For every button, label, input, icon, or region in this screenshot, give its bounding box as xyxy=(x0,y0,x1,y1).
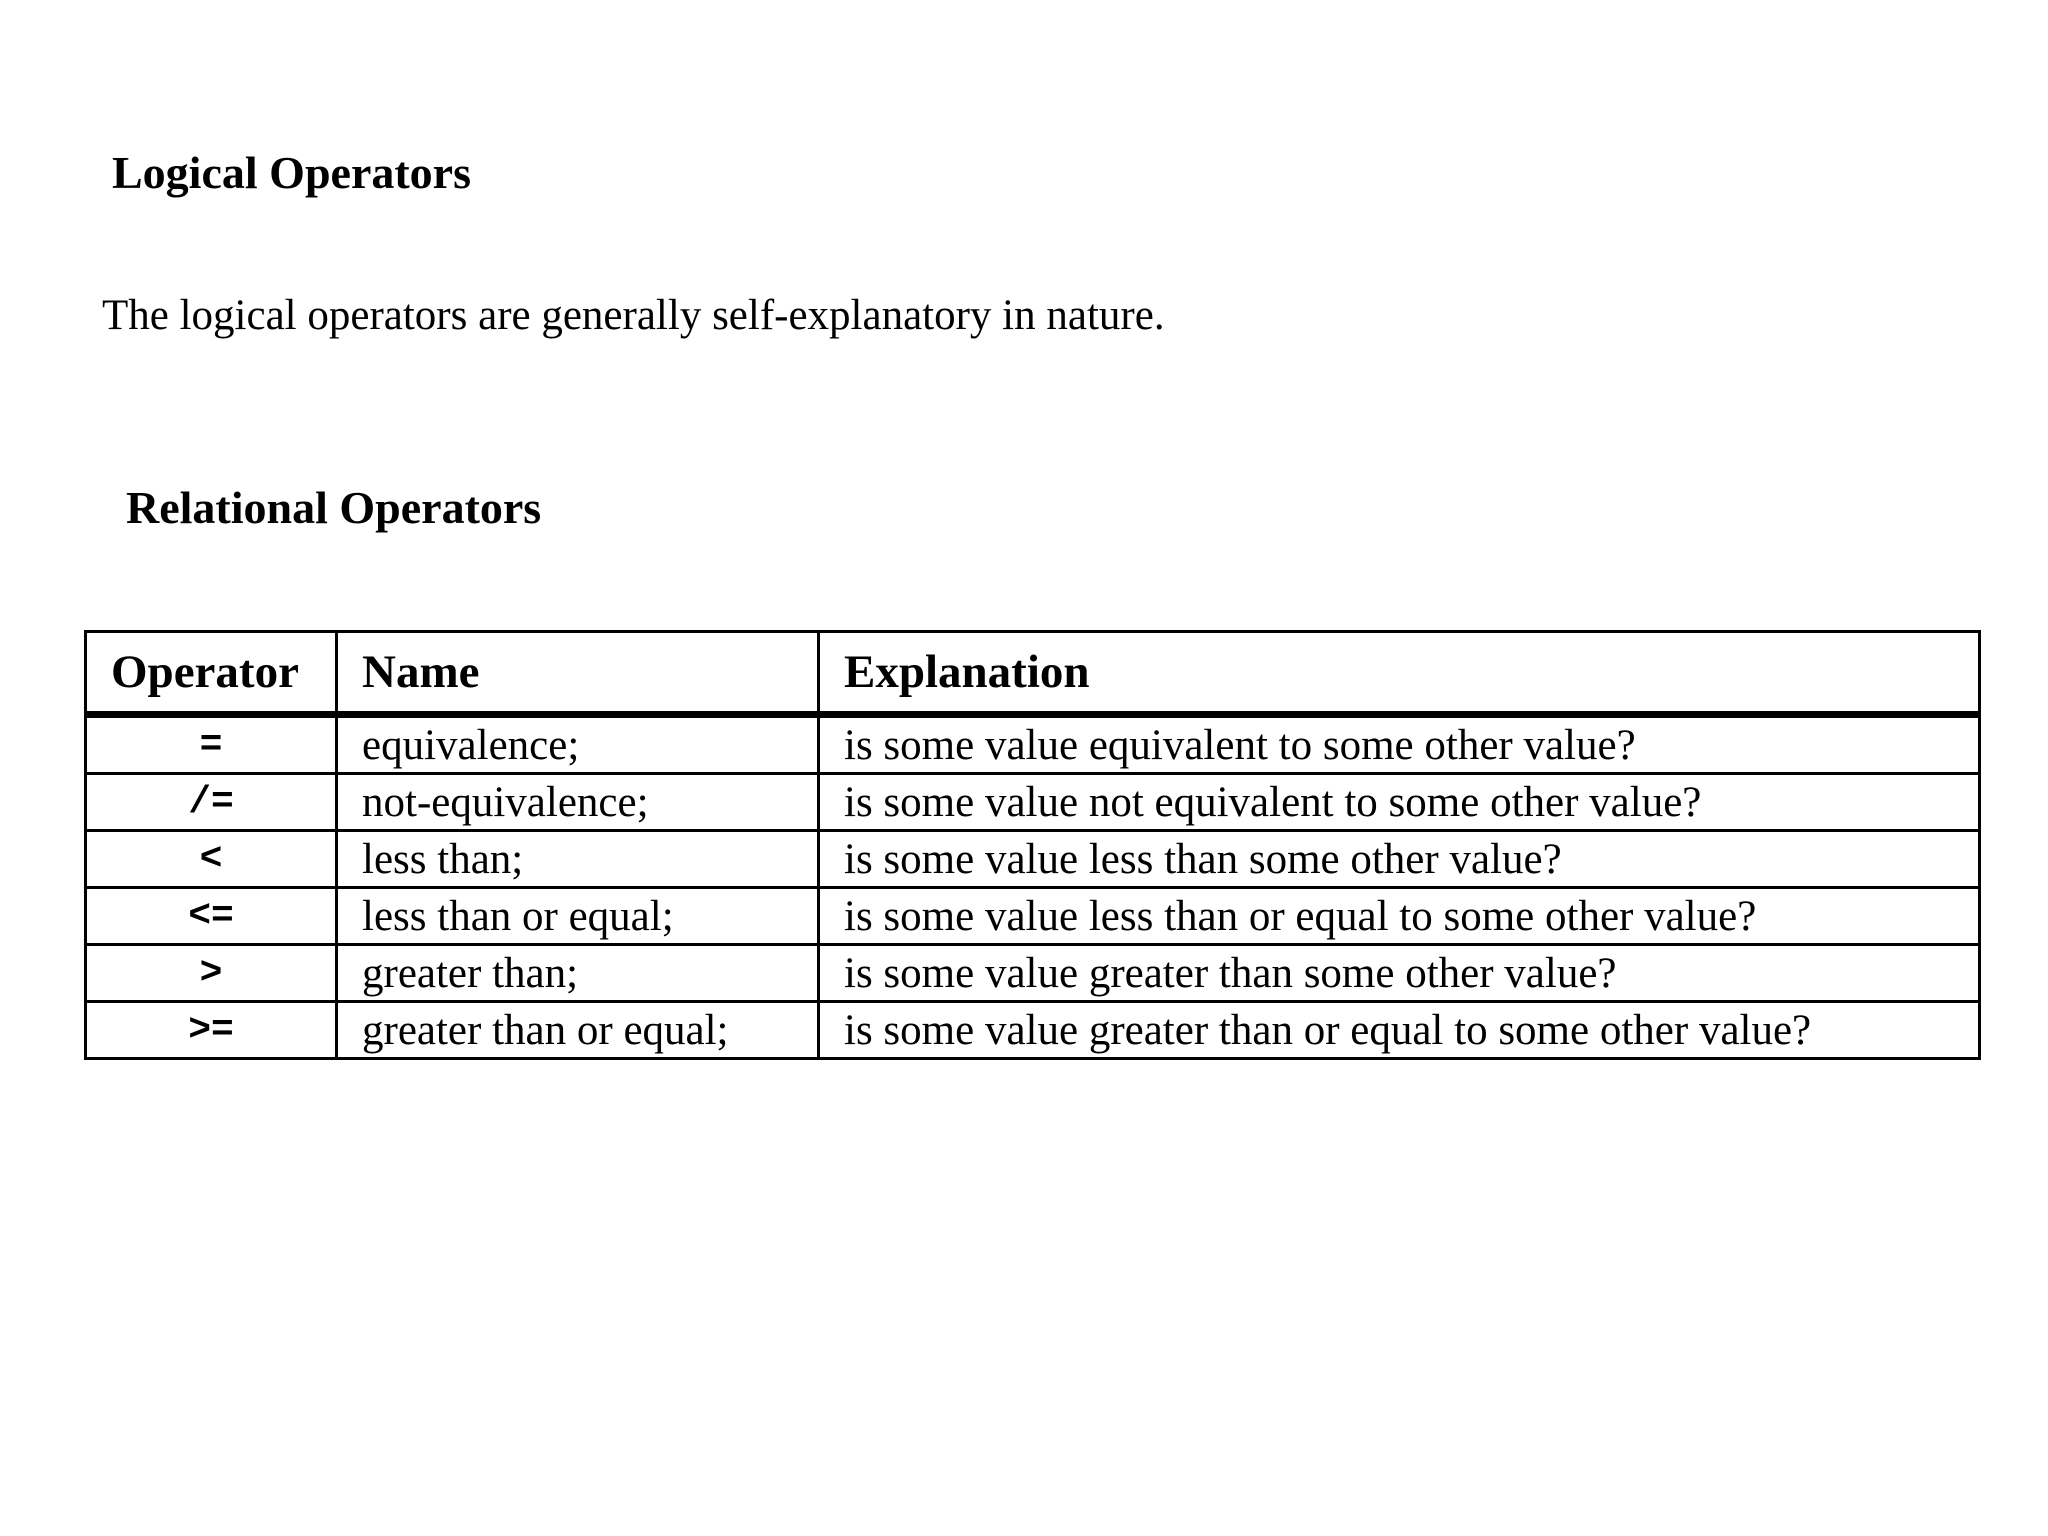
explanation-cell: is some value greater than some other value? xyxy=(819,945,1980,1002)
operator-cell: <= xyxy=(86,888,337,945)
column-header-explanation: Explanation xyxy=(819,632,1980,715)
table-row xyxy=(86,1002,1980,1059)
name-cell: greater than; xyxy=(337,945,819,1002)
logical-operators-heading: Logical Operators xyxy=(112,147,471,198)
logical-operators-description: The logical operators are generally self-explanatory in nature. xyxy=(102,292,1165,339)
table-row xyxy=(86,945,1980,1002)
explanation-cell: is some value less than or equal to some other value? xyxy=(819,888,1980,945)
operator-cell: /= xyxy=(86,774,337,831)
column-header-name: Name xyxy=(337,632,819,715)
relational-operators-heading: Relational Operators xyxy=(126,482,542,533)
operator-cell: = xyxy=(86,715,337,774)
table-row xyxy=(86,715,1980,774)
explanation-cell: is some value equivalent to some other value? xyxy=(819,715,1980,774)
relational-operators-table xyxy=(84,630,1981,1060)
name-cell: not-equivalence; xyxy=(337,774,819,831)
table-row xyxy=(86,888,1980,945)
table-header-row xyxy=(86,632,1980,715)
name-cell: less than; xyxy=(337,831,819,888)
operator-cell: > xyxy=(86,945,337,1002)
name-cell: less than or equal; xyxy=(337,888,819,945)
explanation-cell: is some value not equivalent to some other value? xyxy=(819,774,1980,831)
table-row xyxy=(86,831,1980,888)
operator-cell: >= xyxy=(86,1002,337,1059)
explanation-cell: is some value less than some other value? xyxy=(819,831,1980,888)
column-header-operator: Operator xyxy=(86,632,337,715)
table-row xyxy=(86,774,1980,831)
name-cell: equivalence; xyxy=(337,715,819,774)
explanation-cell: is some value greater than or equal to some other value? xyxy=(819,1002,1980,1059)
operator-cell: < xyxy=(86,831,337,888)
name-cell: greater than or equal; xyxy=(337,1002,819,1059)
